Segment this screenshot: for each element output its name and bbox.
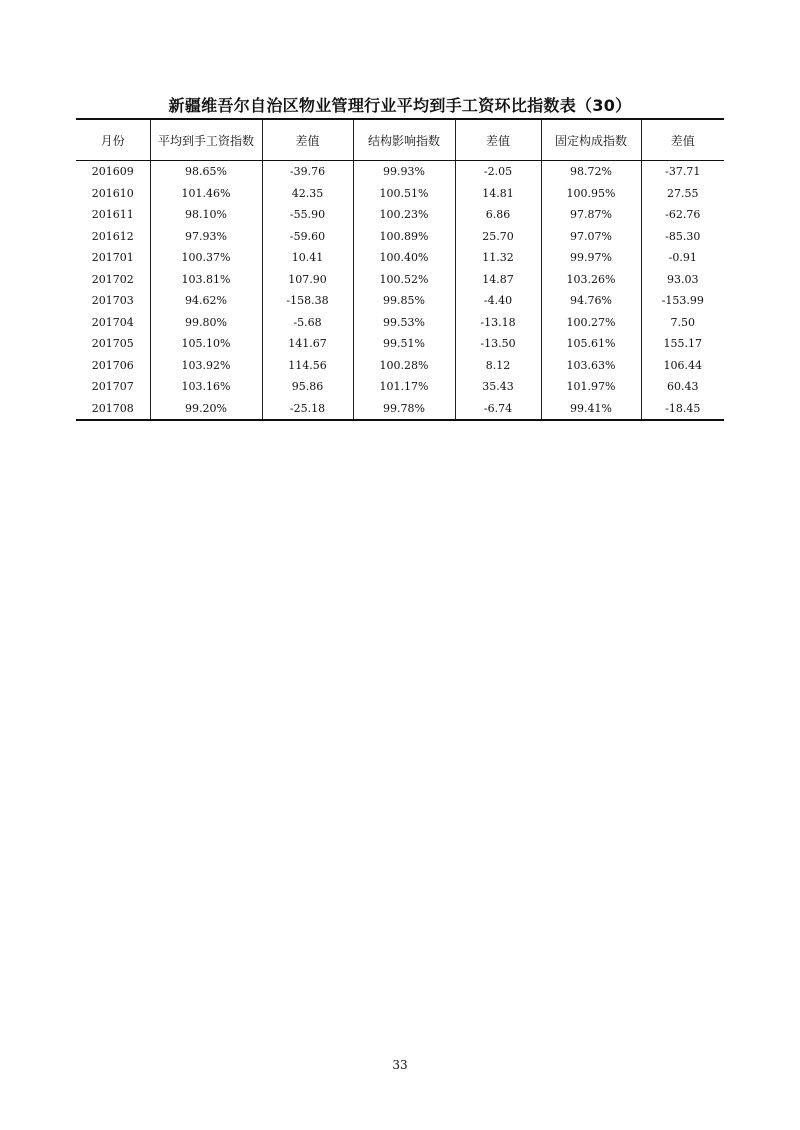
column-header-fixed-index: 固定构成指数: [541, 119, 641, 161]
column-header-structure-diff: 差值: [455, 119, 541, 161]
structure-diff-cell: 14.81: [455, 183, 541, 205]
table-row: [76, 204, 724, 226]
structure-index-cell: 101.17%: [353, 376, 455, 398]
avg-wage-index-cell: 94.62%: [150, 290, 262, 312]
structure-index-cell: 99.78%: [353, 398, 455, 421]
month-cell: 201706: [91, 358, 134, 372]
fixed-index-cell: 100.95%: [541, 183, 641, 205]
header-row: [76, 119, 724, 161]
month-cell: 201707: [91, 380, 134, 394]
fixed-index-cell: 98.72%: [541, 161, 641, 183]
page-title: 新疆维吾尔自治区物业管理行业平均到手工资环比指数表（30）: [168, 96, 632, 115]
structure-index-cell: 100.52%: [353, 269, 455, 291]
structure-index-cell: 99.85%: [353, 290, 455, 312]
avg-wage-diff-cell: -158.38: [262, 290, 353, 312]
structure-diff-cell: -6.74: [455, 398, 541, 421]
table-body: [76, 161, 724, 421]
column-header-avg-wage-index: 平均到手工资指数: [150, 119, 262, 161]
fixed-diff-cell: -0.91: [641, 247, 724, 269]
fixed-index-cell: 100.27%: [541, 312, 641, 334]
fixed-diff-cell: 93.03: [641, 269, 724, 291]
month-cell: 201612: [91, 229, 134, 243]
structure-index-cell: 100.23%: [353, 204, 455, 226]
table-row: [76, 398, 724, 421]
fixed-index-cell: 105.61%: [541, 333, 641, 355]
structure-diff-cell: 35.43: [455, 376, 541, 398]
table-row: [76, 269, 724, 291]
structure-diff-cell: -13.50: [455, 333, 541, 355]
table-row: [76, 312, 724, 334]
wage-index-table: [76, 118, 724, 421]
fixed-diff-cell: -37.71: [641, 161, 724, 183]
page-number: 33: [392, 1058, 408, 1072]
avg-wage-diff-cell: -59.60: [262, 226, 353, 248]
structure-diff-cell: 14.87: [455, 269, 541, 291]
structure-index-cell: 99.53%: [353, 312, 455, 334]
avg-wage-diff-cell: 10.41: [262, 247, 353, 269]
month-cell: 201708: [91, 401, 134, 415]
month-cell: 201611: [91, 208, 134, 222]
structure-diff-cell: 6.86: [455, 204, 541, 226]
avg-wage-diff-cell: 107.90: [262, 269, 353, 291]
month-cell: 201703: [91, 294, 134, 308]
fixed-index-cell: 97.07%: [541, 226, 641, 248]
structure-index-cell: 99.51%: [353, 333, 455, 355]
fixed-diff-cell: 60.43: [641, 376, 724, 398]
table-row: [76, 355, 724, 377]
table-row: [76, 290, 724, 312]
structure-index-cell: 100.51%: [353, 183, 455, 205]
fixed-diff-cell: 155.17: [641, 333, 724, 355]
fixed-index-cell: 99.97%: [541, 247, 641, 269]
fixed-index-cell: 103.63%: [541, 355, 641, 377]
structure-diff-cell: -2.05: [455, 161, 541, 183]
column-header-structure-index: 结构影响指数: [353, 119, 455, 161]
avg-wage-index-cell: 101.46%: [150, 183, 262, 205]
structure-index-cell: 100.89%: [353, 226, 455, 248]
avg-wage-index-cell: 103.92%: [150, 355, 262, 377]
table-row: [76, 376, 724, 398]
month-cell: 201704: [91, 315, 134, 329]
table-row: [76, 247, 724, 269]
fixed-index-cell: 101.97%: [541, 376, 641, 398]
fixed-diff-cell: 106.44: [641, 355, 724, 377]
structure-diff-cell: 11.32: [455, 247, 541, 269]
fixed-index-cell: 103.26%: [541, 269, 641, 291]
avg-wage-diff-cell: -25.18: [262, 398, 353, 421]
column-header-fixed-diff: 差值: [641, 119, 724, 161]
avg-wage-index-cell: 97.93%: [150, 226, 262, 248]
table-row: [76, 226, 724, 248]
avg-wage-diff-cell: -39.76: [262, 161, 353, 183]
structure-index-cell: 99.93%: [353, 161, 455, 183]
avg-wage-diff-cell: 42.35: [262, 183, 353, 205]
month-cell: 201610: [91, 186, 134, 200]
fixed-diff-cell: 27.55: [641, 183, 724, 205]
month-cell: 201702: [91, 272, 134, 286]
column-header-avg-wage-diff: 差值: [262, 119, 353, 161]
avg-wage-index-cell: 99.20%: [150, 398, 262, 421]
column-header-month: 月份: [76, 119, 150, 161]
structure-index-cell: 100.28%: [353, 355, 455, 377]
avg-wage-index-cell: 105.10%: [150, 333, 262, 355]
avg-wage-index-cell: 100.37%: [150, 247, 262, 269]
structure-diff-cell: -4.40: [455, 290, 541, 312]
avg-wage-diff-cell: 114.56: [262, 355, 353, 377]
fixed-diff-cell: -153.99: [641, 290, 724, 312]
avg-wage-index-cell: 98.65%: [150, 161, 262, 183]
fixed-index-cell: 99.41%: [541, 398, 641, 421]
month-cell: 201701: [91, 251, 134, 265]
fixed-index-cell: 94.76%: [541, 290, 641, 312]
fixed-diff-cell: -62.76: [641, 204, 724, 226]
structure-index-cell: 100.40%: [353, 247, 455, 269]
fixed-index-cell: 97.87%: [541, 204, 641, 226]
avg-wage-index-cell: 99.80%: [150, 312, 262, 334]
structure-diff-cell: 25.70: [455, 226, 541, 248]
avg-wage-diff-cell: -55.90: [262, 204, 353, 226]
fixed-diff-cell: 7.50: [641, 312, 724, 334]
avg-wage-index-cell: 103.81%: [150, 269, 262, 291]
fixed-diff-cell: -18.45: [641, 398, 724, 421]
fixed-diff-cell: -85.30: [641, 226, 724, 248]
structure-diff-cell: -13.18: [455, 312, 541, 334]
month-cell: 201609: [91, 165, 134, 179]
avg-wage-diff-cell: -5.68: [262, 312, 353, 334]
table-row: [76, 161, 724, 183]
avg-wage-diff-cell: 141.67: [262, 333, 353, 355]
table-row: [76, 183, 724, 205]
avg-wage-index-cell: 98.10%: [150, 204, 262, 226]
avg-wage-index-cell: 103.16%: [150, 376, 262, 398]
avg-wage-diff-cell: 95.86: [262, 376, 353, 398]
structure-diff-cell: 8.12: [455, 355, 541, 377]
month-cell: 201705: [91, 337, 134, 351]
table-row: [76, 333, 724, 355]
